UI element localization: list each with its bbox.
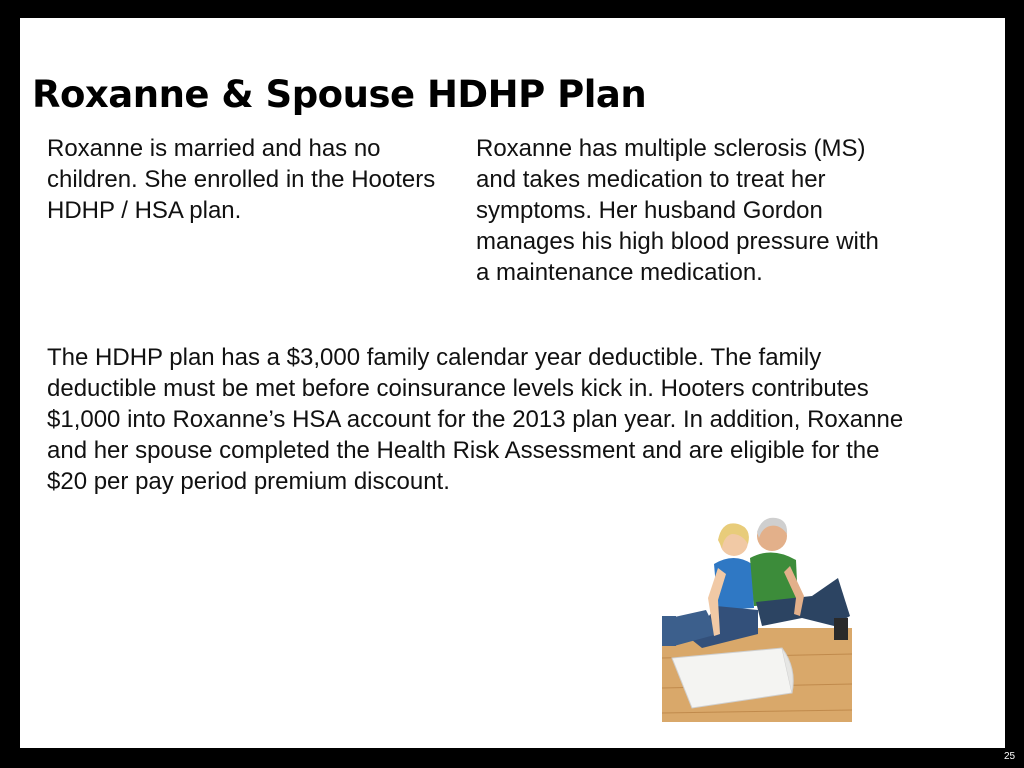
main-paragraph: The HDHP plan has a $3,000 family calendar year deductible. The family deductible must be met before coinsurance levels kick in. Hooters contributes $1,000 into Roxanne’s HSA account for the 2013 plan year. In addition, Roxanne and her spouse completed the Health Risk Assessment and are eligible for the $20 per pay period premium discount. bbox=[47, 344, 904, 495]
couple-illustration bbox=[662, 508, 852, 722]
slide-title: Roxanne & Spouse HDHP Plan bbox=[32, 73, 647, 116]
couple-photo bbox=[662, 508, 852, 722]
page-number: 25 bbox=[1004, 751, 1016, 762]
left-column-text: Roxanne is married and has no children. She enrolled in the Hooters HDHP / HSA plan. bbox=[47, 135, 436, 224]
right-column-text: Roxanne has multiple sclerosis (MS) and takes medication to treat her symptoms. Her husband Gordon manages his high blood pressure with a maintenance medication. bbox=[476, 135, 879, 286]
